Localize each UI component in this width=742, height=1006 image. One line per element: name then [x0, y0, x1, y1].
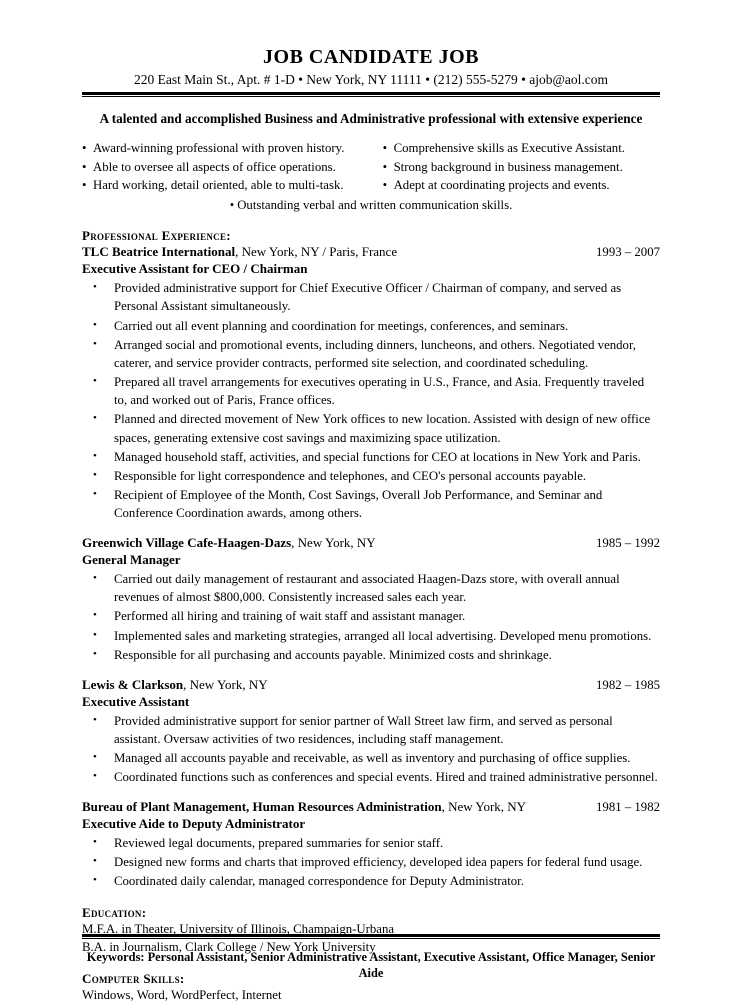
bullet-icon: • [93, 713, 97, 726]
job-bullet-list [82, 279, 660, 522]
job-bullet [82, 317, 660, 335]
job-bullet-text: Coordinated daily calendar, managed correspondence for Deputy Administrator. [114, 874, 524, 889]
employment-dates: 1993 – 2007 [596, 245, 660, 260]
header-divider [82, 92, 660, 97]
job-bullet-text: Designed new forms and charts that improved efficiency, developed idea papers for federal fund usage. [114, 855, 643, 870]
job-bullet-text: Responsible for all purchasing and accounts payable. Minimized costs and shrinkage. [114, 647, 552, 662]
summary-highlights [82, 139, 660, 214]
experience-entry-header [82, 799, 660, 816]
bullet-icon: • [82, 141, 87, 156]
bullet-icon: • [93, 628, 97, 641]
job-bullet-text: Arranged social and promotional events, including dinners, luncheons, and others. Negotiated vendor, caterer, and service provider contracts, performed site selection, and coordinated scheduling. [114, 337, 636, 370]
job-title: General Manager [82, 552, 181, 568]
job-bullet [82, 768, 660, 786]
bullet-icon: • [93, 487, 97, 500]
summary-item-text: Award-winning professional with proven history. [93, 141, 345, 156]
bullet-icon: • [382, 159, 388, 174]
contact-line: 220 East Main St., Apt. # 1-D • New York, NY 11111 • (212) 555-5279 • ajob@aol.com [133, 72, 609, 87]
job-bullet [82, 336, 660, 372]
bullet-icon: • [93, 647, 97, 660]
employment-dates: 1985 – 1992 [596, 536, 660, 551]
bullet-icon: • [93, 468, 97, 481]
summary-item-centered [82, 196, 660, 215]
bullet-icon: • [93, 855, 97, 868]
bullet-icon: • [93, 449, 97, 462]
bullet-icon: • [82, 178, 87, 193]
experience-entry-header [82, 677, 660, 694]
job-bullet-text: Performed all hiring and training of wait staff and assistant manager. [114, 609, 466, 624]
experience-entry [82, 799, 660, 890]
summary-column-right [383, 139, 660, 195]
bullet-icon: • [382, 141, 388, 156]
section-heading: Professional Experience: [82, 228, 231, 244]
summary-item [383, 139, 660, 158]
bullet-icon: • [93, 375, 97, 388]
computer-skills-entry: Windows, Word, WordPerfect, Internet [82, 987, 282, 1002]
employer-name: TLC Beatrice International [82, 244, 236, 260]
job-bullet [82, 607, 660, 625]
job-bullet-list [82, 834, 660, 890]
summary-item [82, 176, 359, 195]
experience-entry-header [82, 244, 660, 261]
candidate-name: JOB CANDIDATE JOB [263, 46, 479, 68]
job-bullet [82, 627, 660, 645]
footer [82, 934, 660, 981]
job-bullet-text: Carried out daily management of restaurant and associated Haagen-Dazs store, with overall annual revenues of almost $800,000. Consistently increased sales each year. [114, 572, 620, 605]
summary-item [383, 176, 660, 195]
employer-and-location [82, 535, 376, 552]
summary-item-text: Strong background in business management. [393, 159, 623, 174]
job-bullet [82, 448, 660, 466]
employment-dates: 1982 – 1985 [596, 677, 660, 692]
bullet-icon: • [93, 337, 97, 350]
resume-page [0, 46, 742, 1006]
bullet-icon: • [93, 770, 97, 783]
bullet-icon: • [93, 318, 97, 331]
job-bullet-text: Coordinated functions such as conferences and special events. Hired and trained administrative personnel. [114, 770, 658, 785]
job-bullet [82, 853, 660, 871]
employer-name: Bureau of Plant Management, Human Resources Administration [82, 799, 442, 815]
bullet-icon: • [93, 836, 97, 849]
footer-divider [82, 934, 660, 939]
summary-item-text: Hard working, detail oriented, able to multi-task. [93, 178, 344, 193]
employer-location: , New York, NY [291, 535, 376, 551]
job-bullet [82, 834, 660, 852]
employer-and-location [82, 677, 268, 694]
experience-list [82, 244, 660, 890]
job-bullet [82, 712, 660, 748]
education-entry: M.F.A. in Theater, University of Illinois, Champaign-Urbana [82, 921, 395, 936]
section-professional-experience [82, 228, 660, 890]
section-heading: Computer Skills: [82, 970, 185, 986]
job-bullet-text: Managed all accounts payable and receivable, as well as inventory and purchasing of office supplies. [114, 750, 631, 765]
job-bullet-list [82, 712, 660, 787]
job-bullet-text: Prepared all travel arrangements for executives operating in U.S., France, and Asia. Frequently traveled to, and worked out of Paris, France offices. [114, 375, 645, 408]
summary-item [383, 158, 660, 177]
bullet-icon: • [382, 178, 388, 193]
employer-and-location [82, 244, 397, 261]
job-bullet [82, 570, 660, 606]
employer-name: Greenwich Village Cafe-Haagen-Dazs [82, 535, 292, 551]
employment-dates: 1981 – 1982 [596, 800, 660, 815]
job-bullet [82, 373, 660, 409]
job-title: Executive Assistant [82, 693, 190, 709]
summary-column-left [82, 139, 359, 195]
bullet-icon: • [93, 572, 97, 585]
job-bullet-text: Provided administrative support for Chief Executive Officer / Chairman of company, and served as Personal Assistant simultaneously. [114, 281, 622, 314]
bullet-icon: • [93, 750, 97, 763]
job-bullet [82, 749, 660, 767]
job-bullet-text: Provided administrative support for senior partner of Wall Street law firm, and served as personal assistant. Oversaw activities of two residences, including staff management. [114, 713, 613, 746]
job-bullet [82, 410, 660, 446]
job-bullet-text: Carried out all event planning and coordination for meetings, conferences, and seminars. [114, 318, 569, 333]
job-title: Executive Aide to Deputy Administrator [82, 816, 306, 832]
job-bullet-text: Recipient of Employee of the Month, Cost Savings, Overall Job Performance, and Seminar and Conference Coordination awards, among others. [114, 487, 603, 521]
job-bullet [82, 872, 660, 890]
keywords-line: Keywords: Personal Assistant, Senior Administrative Assistant, Executive Assistant, Office Manager, Senior Aide [86, 949, 656, 980]
bullet-icon: • [93, 874, 97, 887]
bullet-icon: • [229, 197, 235, 212]
employer-name: Lewis & Clarkson [82, 676, 184, 692]
bullet-icon: • [93, 412, 97, 425]
experience-entry-header [82, 535, 660, 552]
experience-entry [82, 677, 660, 786]
bullet-icon: • [93, 281, 97, 294]
job-bullet-text: Responsible for light correspondence and telephones, and CEO's personal accounts payable. [114, 468, 587, 483]
job-bullet-text: Planned and directed movement of New York offices to new location. Assisted with design of new office spaces, generating extensive cost savings and maximizing space utilization. [114, 412, 651, 445]
summary-item-text: Able to oversee all aspects of office operations. [93, 159, 336, 174]
education-entry: B.A. in Journalism, Clark College / New York University [82, 939, 376, 954]
section-heading: Education: [82, 904, 147, 920]
job-bullet [82, 279, 660, 315]
job-bullet [82, 486, 660, 522]
experience-entry [82, 535, 660, 664]
employer-and-location [82, 799, 526, 816]
experience-entry [82, 244, 660, 522]
job-bullet-text: Reviewed legal documents, prepared summaries for senior staff. [114, 836, 444, 851]
summary-item-text: Comprehensive skills as Executive Assistant. [393, 141, 625, 156]
employer-location: , New York, NY [183, 676, 268, 692]
summary-item [82, 139, 359, 158]
professional-headline: A talented and accomplished Business and Administrative professional with extensive experience [99, 111, 643, 127]
summary-item-text: Adept at coordinating projects and events. [393, 178, 610, 193]
employer-location: , New York, NY / Paris, France [235, 244, 398, 260]
job-bullet [82, 467, 660, 485]
summary-item [82, 158, 359, 177]
job-title: Executive Assistant for CEO / Chairman [82, 261, 308, 277]
summary-item-text: Outstanding verbal and written communication skills. [237, 197, 513, 212]
job-bullet-list [82, 570, 660, 664]
bullet-icon: • [93, 609, 97, 622]
job-bullet-text: Implemented sales and marketing strategies, arranged all local advertising. Developed menu promotions. [114, 628, 652, 643]
bullet-icon: • [82, 159, 87, 174]
job-bullet-text: Managed household staff, activities, and special functions for CEO at locations in New York and Paris. [114, 449, 641, 464]
job-bullet [82, 646, 660, 664]
summary-columns [82, 139, 660, 195]
employer-location: , New York, NY [441, 799, 527, 815]
